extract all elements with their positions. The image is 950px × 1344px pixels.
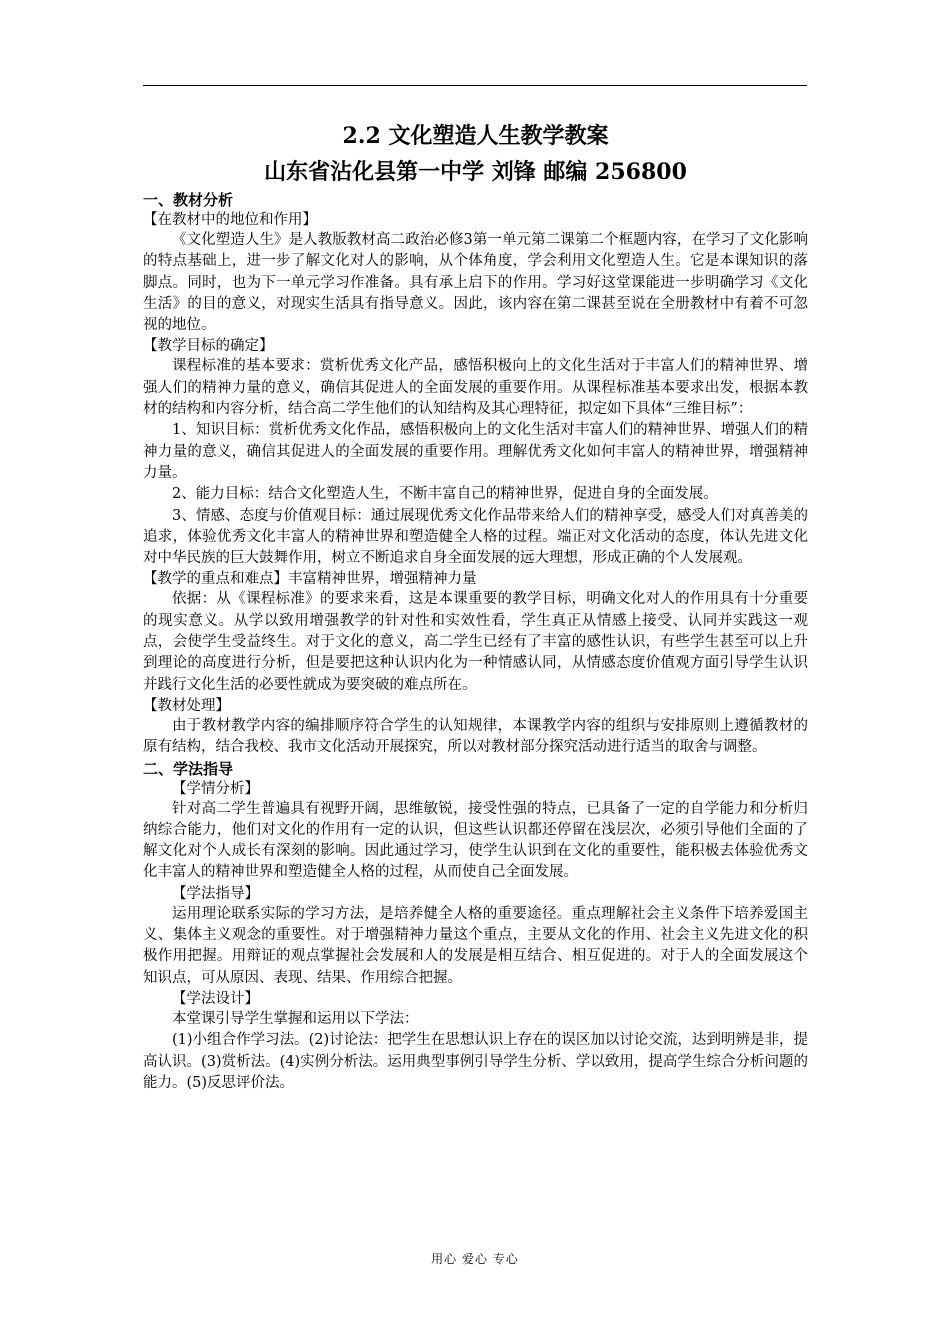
- paragraph: 运用理论联系实际的学习方法，是培养健全人格的重要途径。重点理解社会主义条件下培养爱国主义、集体主义观念的重要性。对于增强精神力量这个重点，主要从文化的作用、社会主义先进文化的积极作用把握。用辩证的观点掌握社会发展和人的发展是相互结合、相互促进的。对于人的全面发展这个知识点，可从原因、表现、结果、作用综合把握。: [143, 905, 808, 986]
- section-heading-1: 一、教材分析: [143, 191, 234, 209]
- subheading-method-guidance: 【学法指导】: [172, 885, 259, 902]
- subheading-key-points: [143, 569, 808, 589]
- paragraph: 3、情感、态度与价值观目标：通过展现优秀文化作品带来给人们的精神享受，感受人们对真善美的追求，体验优秀文化丰富人的精神世界和塑造健全人格的过程。端正对文化活动的态度，体认先进文化对中华民族的巨大鼓舞作用，树立不断追求自身全面发展的远大理想，形成正确的个人发展观。: [143, 507, 808, 567]
- header-rule: [143, 85, 807, 86]
- paragraph: 课程标准的基本要求：赏析优秀文化产品，感悟积极向上的文化生活对于丰富人们的精神世界、增强人们的精神力量的意义，确信其促进人的全面发展的重要作用。从课程标准基本要求出发，根据本教材的结构和内容分析，结合高二学生他们的认知结构及其心理特征，拟定如下具体“三维目标”：: [143, 358, 808, 418]
- section-heading-2: 二、学法指导: [143, 759, 234, 778]
- paragraph: 《文化塑造人生》是人教版教材高二政治必修3第一单元第二课第二个框题内容，在学习了文化影响的特点基础上，进一步了解文化对人的影响，从个体角度，学会利用文化塑造人生。它是本课知识的落脚点。同时，也为下一单元学习作准备。具有承上启下的作用。学习好这堂课能进一步明确学习《文化生活》的目的意义，对现实生活具有指导意义。因此，该内容在第二课甚至说在全册教材中有着不可忽视的地位。: [143, 232, 808, 334]
- document-subtitle: 山东省沾化县第一中学 刘锋 邮编 256800: [264, 159, 687, 185]
- subheading-teaching-goals: 【教学目标的确定】: [143, 338, 274, 355]
- document-title: 2.2 文化塑造人生教学教案: [342, 123, 609, 149]
- document-body: [143, 118, 808, 1094]
- subheading-method-design: 【学法设计】: [172, 990, 259, 1007]
- paragraph: 依据：从《课程标准》的要求来看，这是本课重要的教学目标，明确文化对人的作用具有十分重要的现实意义。从学以致用增强教学的针对性和实效性看，学生真正从情感上接受、认同并实践这一观点，会使学生受益终生。对于文化的意义，高二学生已经有了丰富的感性认识，有些学生甚至可以上升到理论的高度进行分析，但是要把这种认识内化为一种情感认同，从情感态度价值观方面引导学生认识并践行文化生活的必要性就成为要突破的难点所在。: [143, 591, 808, 693]
- subheading-position-role: 【在教材中的地位和作用】: [143, 212, 317, 228]
- paragraph: 1、知识目标：赏析优秀文化作品，感悟积极向上的文化生活对丰富人们的精神世界、增强人们的精神力量的意义，确信其促进人的全面发展的重要作用。理解优秀文化如何丰富人的精神世界，增强精神力量。: [143, 422, 808, 481]
- paragraph: (1)小组合作学习法。(2)讨论法：把学生在思想认识上存在的误区加以讨论交流，达到明辨是非，提高认识。(3)赏析法。(4)实例分析法。运用典型事例引导学生分析、学以致用，提高学生综合分析问题的能力。(5)反思评价法。: [143, 1032, 808, 1091]
- key-points-text: 丰富精神世界，增强精神力量: [288, 571, 477, 588]
- paragraph: 由于教材教学内容的编排顺序符合学生的认知规律，本课教学内容的组织与安排原则上遵循教材的原有结构，结合我校、我市文化活动开展探究，所以对教材部分探究活动进行适当的取舍与调整。: [143, 717, 808, 756]
- subheading-key-points-label: 【教学的重点和难点】: [143, 571, 288, 588]
- paragraph: 针对高二学生普遍具有视野开阔，思维敏锐，接受性强的特点，已具备了一定的自学能力和分析归纳综合能力，他们对文化的作用有一定的认识，但这些认识都还停留在浅层次，必须引导他们全面的了解文化对个人成长有深刻的影响。因此通过学习，使学生认识到在文化的重要性，能积极去体验优秀文化丰富人的精神世界和塑造健全人格的过程，从而使自己全面发展。: [143, 800, 808, 881]
- paragraph: 本堂课引导学生掌握和运用以下学法：: [172, 1010, 419, 1027]
- paragraph: 2、能力目标：结合文化塑造人生，不断丰富自己的精神世界，促进自身的全面发展。: [172, 486, 718, 503]
- subheading-learner-analysis: 【学情分析】: [172, 780, 259, 797]
- page-footer: 用心 爱心 专心: [431, 1252, 519, 1266]
- subheading-material-handling: 【教材处理】: [143, 697, 230, 714]
